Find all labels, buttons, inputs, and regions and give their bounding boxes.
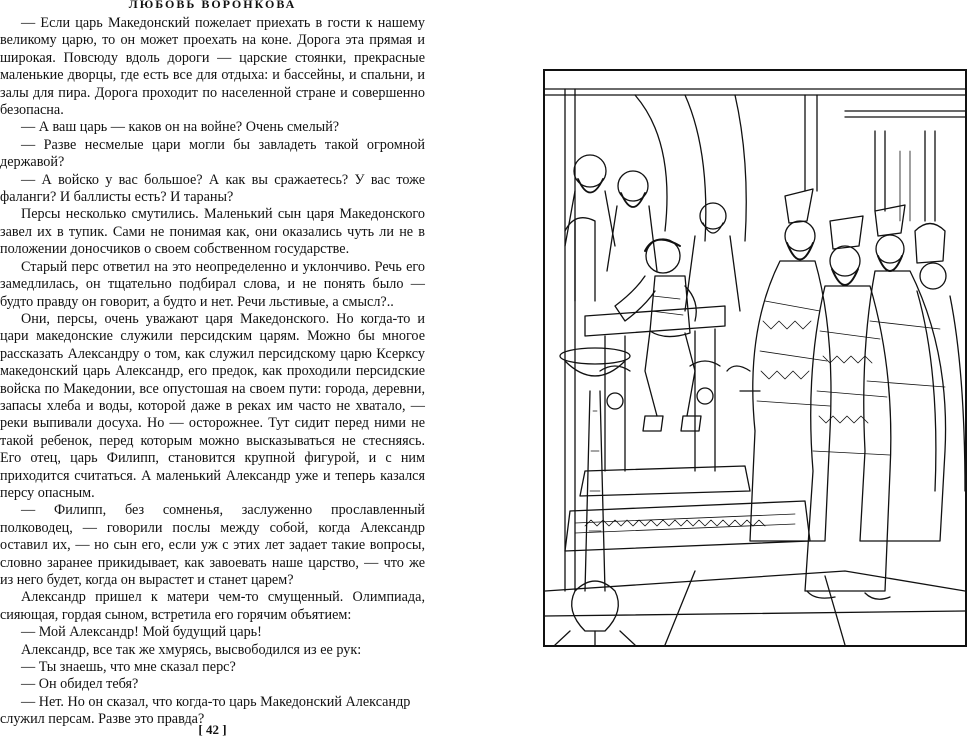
page-number: [ 42 ] <box>198 722 227 737</box>
illustration <box>543 69 967 647</box>
text-column <box>0 15 425 729</box>
lamp-stand <box>555 348 635 645</box>
paragraph: — Ты знаешь, что мне сказал перс? <box>21 659 236 676</box>
paragraph: — Разве несмелые цари могли бы завладеть такой огромной державой? <box>0 136 425 171</box>
engraving-drawing <box>545 71 965 645</box>
courtiers <box>565 155 740 311</box>
persian-envoys <box>727 189 965 599</box>
paragraph: Александр, все так же хмурясь, высвободился из ее рук: <box>21 641 362 658</box>
young-alexander <box>615 239 701 431</box>
paragraph: — А войско у вас большое? А как вы сражаетесь? У вас тоже фаланги? И баллисты есть? И тараны? <box>0 171 425 206</box>
paragraph: Александр пришел к матери чем-то смущенный. Олимпиада, сияющая, гордая сыном, встретила его горячим объятием: <box>0 589 425 623</box>
paragraph: Старый перс ответил на это неопределенно и уклончиво. Речь его замедлилась, он тщательно подбирал слова, и не понять было — будто правду он говорит, а будто и нет. Речи льстивые, а смысл?.. <box>0 258 425 310</box>
paragraph: — Если царь Македонский пожелает приехать в гости к нашему великому царю, то он может проехать на коне. Дорога эта прямая и широкая. Повсюду вдоль дороги — царские стоянки, прекрасные маленькие дворцы, где есть все для отдыха: и бассейны, и спальни, и залы для пира. Дорога проходит по населенной стране и совершенно безопасна. <box>0 15 425 119</box>
paragraph: — Мой Александр! Мой будущий царь! <box>21 624 262 641</box>
paragraph: — А ваш царь — каков он на войне? Очень смелый? <box>21 119 340 136</box>
paragraph: — Нет. Но он сказал, что когда-то царь Македонский Александр служил персам. Разве это правда? <box>0 693 411 728</box>
paragraph: Персы несколько смутились. Маленький сын царя Македонского завел их в тупик. Сами не понимая как, они оказались чуть ли не в положении доносчиков о своем собственном государстве. <box>0 206 425 258</box>
paragraph: — Он обидел тебя? <box>21 676 139 693</box>
paragraph: — Филипп, без сомненья, заслуженно прославленный полководец, — говорили послы между собой, когда Александр оставил их, — но сын его, если уж с этих лет задает такие вопросы, словно заранее прикидывает, как завоевать наше царство, — что же из него будет, когда он вырастет и станет царем? <box>0 502 425 588</box>
paragraph: Они, персы, очень уважают царя Македонского. Но когда-то и цари македонские служили персидским царям. Можно бы многое рассказать Александру о том, как служил персидскому царю Ксерксу македонский царь Александр, его предок, как проходили персидские войска по Македонии, все опустошая на своем пути: города, деревни, запасы хлеба и воды, которой даже в реках им часто не хватало, — реки выпивали досуха. Но — осторожнее. Тут сидит перед ними не такой ребенок, перед которым можно высказываться не стесняясь. Его отец, царь Филипп, становится крупной фигурой, и с ним приходится считаться. А маленький Александр уже и теперь казался персу опасным. <box>0 310 425 501</box>
running-head: ЛЮБОВЬ ВОРОНКОВА <box>128 0 297 11</box>
